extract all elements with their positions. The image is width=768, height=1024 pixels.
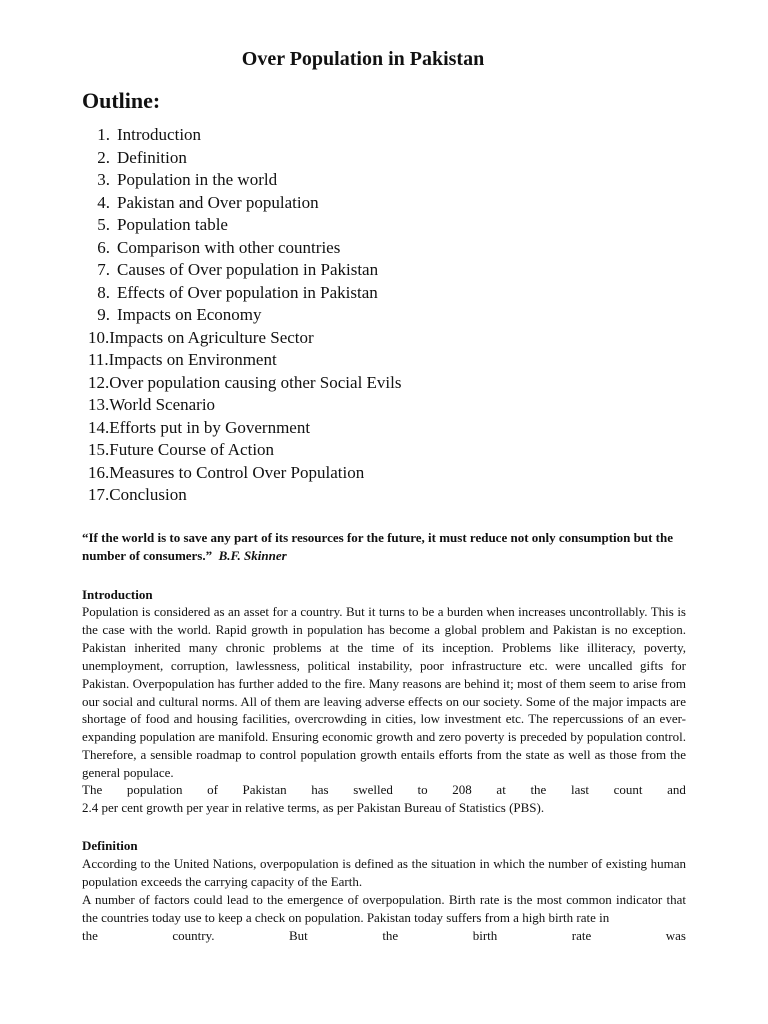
outline-item [82, 124, 402, 147]
outline-item [82, 192, 402, 215]
outline-item-number: 8. [97, 282, 110, 302]
outline-item-text: Over population causing other Social Evils [109, 372, 402, 392]
definition-paragraph-1: According to the United Nations, overpopulation is defined as the situation in which the number of existing human population exceeds the carrying capacity of the Earth. [82, 856, 686, 889]
stat-line-2: 2.4 per cent growth per year in relative terms, as per Pakistan Bureau of Statistics (PBS). [82, 799, 545, 815]
word: was [665, 928, 686, 943]
word: swelled [353, 782, 393, 797]
outline-item-number: 1. [97, 125, 110, 144]
outline-item-number: 3. [97, 170, 110, 189]
outline-item [82, 304, 402, 327]
outline-list [82, 124, 402, 507]
outline-item-text: Population in the world [117, 170, 278, 189]
word: country. [172, 928, 215, 943]
outline-item [82, 394, 402, 417]
definition-last-line [82, 927, 686, 945]
outline-item [82, 214, 402, 237]
word: But [289, 928, 308, 943]
outline-item [82, 484, 402, 507]
outline-item [82, 327, 402, 350]
word: count [613, 782, 643, 797]
word: birth [472, 928, 498, 943]
outline-item-text: Impacts on Environment [108, 350, 277, 369]
quote-author: B.F. Skinner [218, 548, 287, 563]
outline-item-number: 5. [97, 215, 110, 234]
outline-item-number: 11. [88, 350, 109, 369]
definition-justified-line [82, 927, 686, 945]
outline-item [82, 237, 402, 260]
outline-item-number: 15. [88, 440, 110, 459]
word: the [530, 782, 547, 797]
word: Pakistan [242, 782, 287, 797]
word: 208 [452, 782, 472, 797]
introduction-heading: Introduction [82, 587, 153, 602]
word: of [207, 782, 218, 797]
outline-item-text: Impacts on Economy [117, 305, 262, 324]
word: and [667, 782, 686, 797]
outline-item [82, 372, 402, 395]
outline-item [82, 282, 402, 305]
word: the [82, 928, 98, 943]
outline-item-text: Introduction [117, 125, 202, 144]
outline-item [82, 169, 402, 192]
outline-item-number: 14. [88, 417, 110, 437]
outline-item-text: Measures to Control Over Population [109, 462, 365, 482]
outline-item-number: 13. [88, 395, 110, 414]
word: to [417, 782, 428, 797]
outline-item-text: Population table [117, 215, 228, 234]
outline-item-text: Causes of Over population in Pakistan [117, 260, 379, 279]
outline-item-number: 12. [88, 372, 110, 392]
outline-item-text: Future Course of Action [109, 440, 275, 459]
outline-item-text: Pakistan and Over population [117, 192, 319, 212]
epigraph-quote [82, 529, 686, 565]
word: rate [571, 928, 592, 943]
outline-item [82, 259, 402, 282]
outline-item [82, 417, 402, 440]
outline-item [82, 147, 402, 170]
document-title: Over Population in Pakistan [241, 48, 485, 70]
outline-item-text: Effects of Over population in Pakistan [117, 282, 378, 302]
outline-heading: Outline: [82, 88, 161, 113]
word: last [570, 782, 590, 797]
outline-item-number: 9. [97, 305, 110, 324]
outline-item-number: 7. [97, 260, 110, 279]
introduction-population-stat [82, 781, 686, 817]
word: The [82, 782, 103, 797]
outline-item-text: Definition [117, 147, 187, 167]
outline-item-text: World Scenario [109, 395, 216, 414]
definition-heading: Definition [82, 838, 138, 853]
outline-item-number: 4. [97, 192, 110, 212]
quote-text: “If the world is to save any part of its resources for the future, it must reduce not only consumption but the number of consumers.” [82, 530, 674, 563]
outline-item-text: Conclusion [109, 485, 187, 504]
definition-paragraph-2: A number of factors could lead to the emergence of overpopulation. Birth rate is the most common indicator that the countries today use to keep a check on population. Pakistan today suffers from a high birth rate in [82, 892, 686, 925]
word: the [382, 928, 399, 943]
outline-item-number: 2. [97, 147, 110, 167]
word: at [496, 782, 506, 797]
word: population [126, 782, 183, 797]
outline-item-text: Impacts on Agriculture Sector [109, 327, 314, 347]
outline-item [82, 462, 402, 485]
outline-item-number: 17. [88, 485, 110, 504]
outline-item-number: 10. [88, 327, 110, 347]
outline-item-text: Efforts put in by Government [109, 417, 311, 437]
outline-item [82, 349, 402, 372]
outline-item [82, 439, 402, 462]
stat-line-1 [82, 781, 686, 799]
introduction-paragraph: Population is considered as an asset for a country. But it turns to be a burden when increases uncontrollably. This is the case with the world. Rapid growth in population has become a global problem and Pakistan is no exception. Pakistan inherited many chronic problems at the time of its inception. Problems like illiteracy, poverty, unemployment, corruption, lawlessness, political instability, poor infrastructure etc. were uncalled gifts for Pakistan. Overpopulation has further added to the fire. Many reasons are behind it; most of them seem to arise from our social and cultural norms. All of them are leaving adverse effects on our society. Some of the major impacts are shortage of food and housing facilities, overcrowding in cities, low investment etc. The repercussions of an ever-expanding population are manifold. Ensuring economic growth and zero poverty is preceded by population control. Therefore, a sensible roadmap to control population growth entails efforts from the state as well as those from the general populace. [82, 604, 686, 781]
word: has [311, 782, 329, 797]
outline-item-text: Comparison with other countries [117, 237, 341, 257]
outline-item-number: 16. [88, 462, 110, 482]
outline-item-number: 6. [97, 237, 110, 257]
